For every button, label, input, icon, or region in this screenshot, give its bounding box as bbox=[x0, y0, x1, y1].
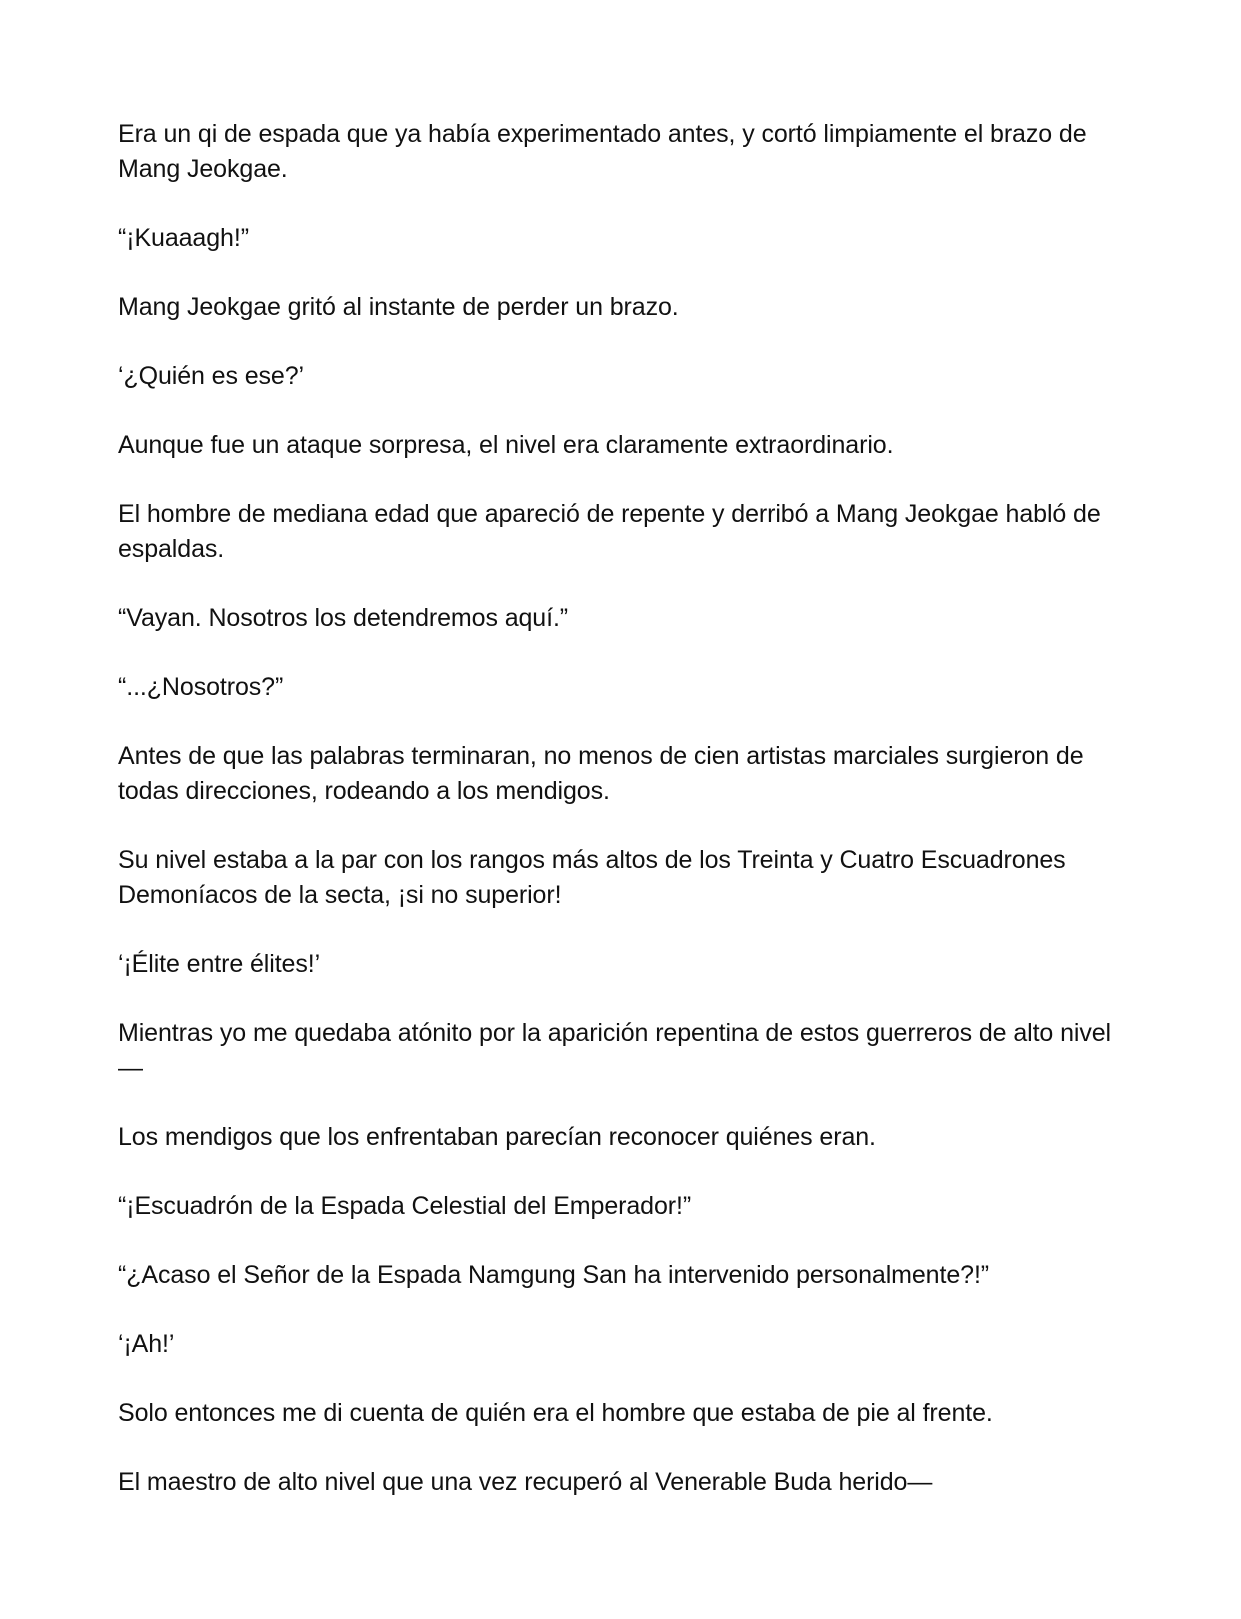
paragraph-16: ‘¡Ah!’ bbox=[118, 1330, 175, 1358]
paragraph-15: “¿Acaso el Señor de la Espada Namgung San ha intervenido personalmente?!” bbox=[118, 1261, 990, 1289]
paragraph-4: ‘¿Quién es ese?’ bbox=[118, 362, 304, 390]
paragraph-17: Solo entonces me di cuenta de quién era el hombre que estaba de pie al frente. bbox=[118, 1399, 993, 1427]
document-body bbox=[118, 117, 1128, 1534]
paragraph-13: Los mendigos que los enfrentaban parecían reconocer quiénes eran. bbox=[118, 1123, 876, 1151]
paragraph-7: “Vayan. Nosotros los detendremos aquí.” bbox=[118, 604, 569, 632]
paragraph-5: Aunque fue un ataque sorpresa, el nivel era claramente extraordinario. bbox=[118, 431, 894, 459]
paragraph-11: ‘¡Élite entre élites!’ bbox=[118, 950, 321, 978]
paragraph-12: Mientras yo me quedaba atónito por la aparición repentina de estos guerreros de alto nivel— bbox=[118, 1019, 1112, 1082]
paragraph-2: “¡Kuaaagh!” bbox=[118, 224, 249, 252]
paragraph-8: “...¿Nosotros?” bbox=[118, 673, 284, 701]
paragraph-9: Antes de que las palabras terminaran, no menos de cien artistas marciales surgieron de todas direcciones, rodeando a los mendigos. bbox=[118, 742, 1084, 805]
paragraph-6: El hombre de mediana edad que apareció de repente y derribó a Mang Jeokgae habló de espaldas. bbox=[118, 500, 1101, 563]
paragraph-18: El maestro de alto nivel que una vez recuperó al Venerable Buda herido— bbox=[118, 1468, 933, 1496]
paragraph-10: Su nivel estaba a la par con los rangos más altos de los Treinta y Cuatro Escuadrones Demoníacos de la secta, ¡si no superior! bbox=[118, 846, 1066, 909]
paragraph-3: Mang Jeokgae gritó al instante de perder un brazo. bbox=[118, 293, 679, 321]
paragraph-1: Era un qi de espada que ya había experimentado antes, y cortó limpiamente el brazo de Mang Jeokgae. bbox=[118, 120, 1087, 183]
paragraph-14: “¡Escuadrón de la Espada Celestial del Emperador!” bbox=[118, 1192, 692, 1220]
